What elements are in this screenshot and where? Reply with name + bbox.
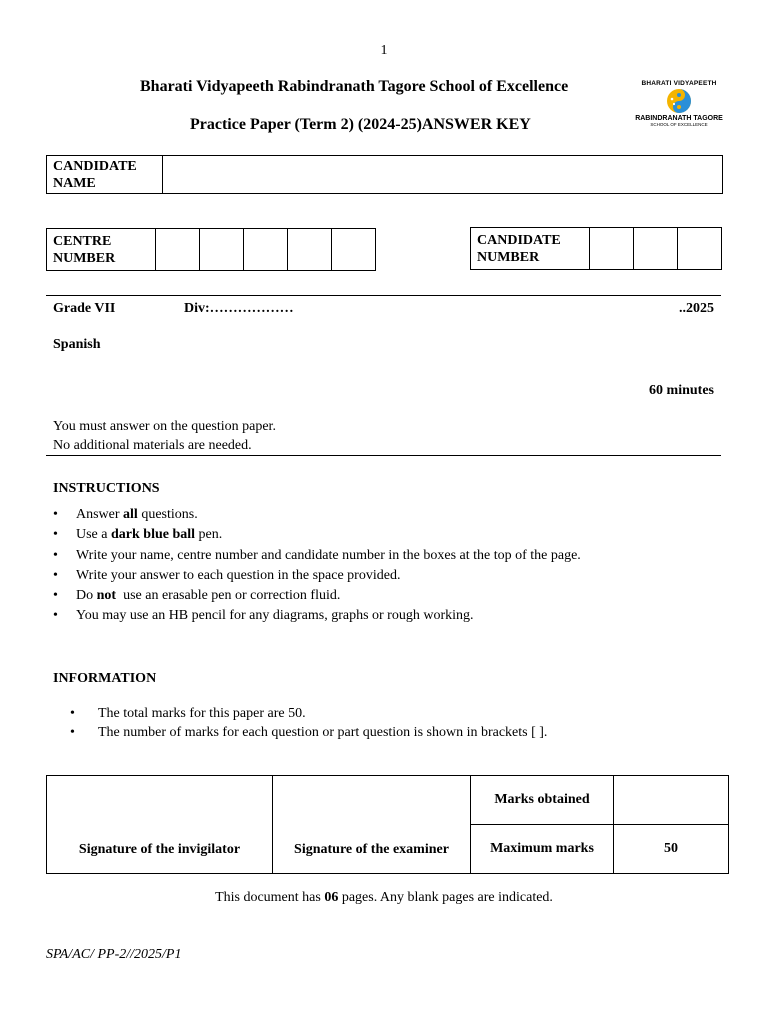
paper-title: Practice Paper (Term 2) (2024-25)ANSWER KEY (190, 116, 531, 133)
school-logo (632, 80, 726, 136)
marks-obtained-label: Marks obtained (471, 776, 614, 825)
maximum-marks-value: 50 (614, 825, 729, 874)
note-line: No additional materials are needed. (53, 438, 252, 453)
logo-line-1: BHARATI VIDYAPEETH (641, 80, 717, 87)
footer-code: SPA/AC/ PP-2//2025/P1 (46, 947, 182, 962)
list-item: • The total marks for this paper are 50. (70, 706, 306, 721)
divider (46, 295, 721, 296)
invigilator-signature: Signature of the invigilator (47, 776, 273, 874)
footer-note: This document has 06 pages. Any blank pages are indicated. (215, 890, 553, 905)
note-line: You must answer on the question paper. (53, 419, 276, 434)
school-name: Bharati Vidyapeeth Rabindranath Tagore School of Excellence (140, 78, 569, 95)
candidate-number-cell[interactable] (590, 228, 634, 270)
logo-line-3: SCHOOL OF EXCELLENCE (650, 122, 708, 127)
logo-emblem-icon (666, 88, 692, 114)
information-heading: INFORMATION (53, 671, 157, 686)
candidate-number-label: CANDIDATE NUMBER (471, 228, 590, 270)
centre-number-cell[interactable] (200, 229, 244, 271)
logo-line-2: RABINDRANATH TAGORE (635, 115, 723, 122)
marks-obtained-field[interactable] (614, 776, 729, 825)
list-item: • Do not use an erasable pen or correction fluid. (53, 588, 341, 604)
division: Div:……………… (184, 301, 294, 316)
divider (46, 455, 721, 456)
list-item: • Answer all questions. (53, 507, 198, 522)
list-item: • Write your name, centre number and candidate number in the boxes at the top of the page. (53, 547, 581, 563)
examiner-signature: Signature of the examiner (273, 776, 471, 874)
grade: Grade VII (53, 301, 116, 316)
information-list (70, 704, 720, 742)
centre-number-cell[interactable] (288, 229, 332, 271)
signature-table (46, 775, 729, 874)
list-item: • You may use an HB pencil for any diagrams, graphs or rough working. (53, 608, 474, 624)
duration: 60 minutes (649, 383, 714, 398)
maximum-marks-label: Maximum marks (471, 825, 614, 874)
notes (53, 417, 276, 455)
list-item: • Write your answer to each question in the space provided. (53, 567, 401, 583)
centre-number-box (46, 228, 376, 271)
centre-number-label: CENTRE NUMBER (47, 229, 156, 271)
page-number: 1 (380, 43, 388, 58)
date: ..2025 (679, 301, 714, 316)
instructions-list (53, 505, 713, 627)
instructions-heading: INSTRUCTIONS (53, 481, 160, 496)
candidate-number-cell[interactable] (678, 228, 722, 270)
list-item: • Use a dark blue ball pen. (53, 527, 223, 543)
candidate-number-cell[interactable] (634, 228, 678, 270)
list-item: • The number of marks for each question or part question is shown in brackets [ ]. (70, 725, 548, 740)
centre-number-cell[interactable] (332, 229, 376, 271)
candidate-name-field[interactable] (163, 156, 723, 194)
candidate-name-box (46, 155, 723, 194)
subject: Spanish (53, 337, 101, 352)
candidate-name-label: CANDIDATE NAME (47, 156, 163, 194)
centre-number-cell[interactable] (156, 229, 200, 271)
centre-number-cell[interactable] (244, 229, 288, 271)
candidate-number-box (470, 227, 722, 270)
